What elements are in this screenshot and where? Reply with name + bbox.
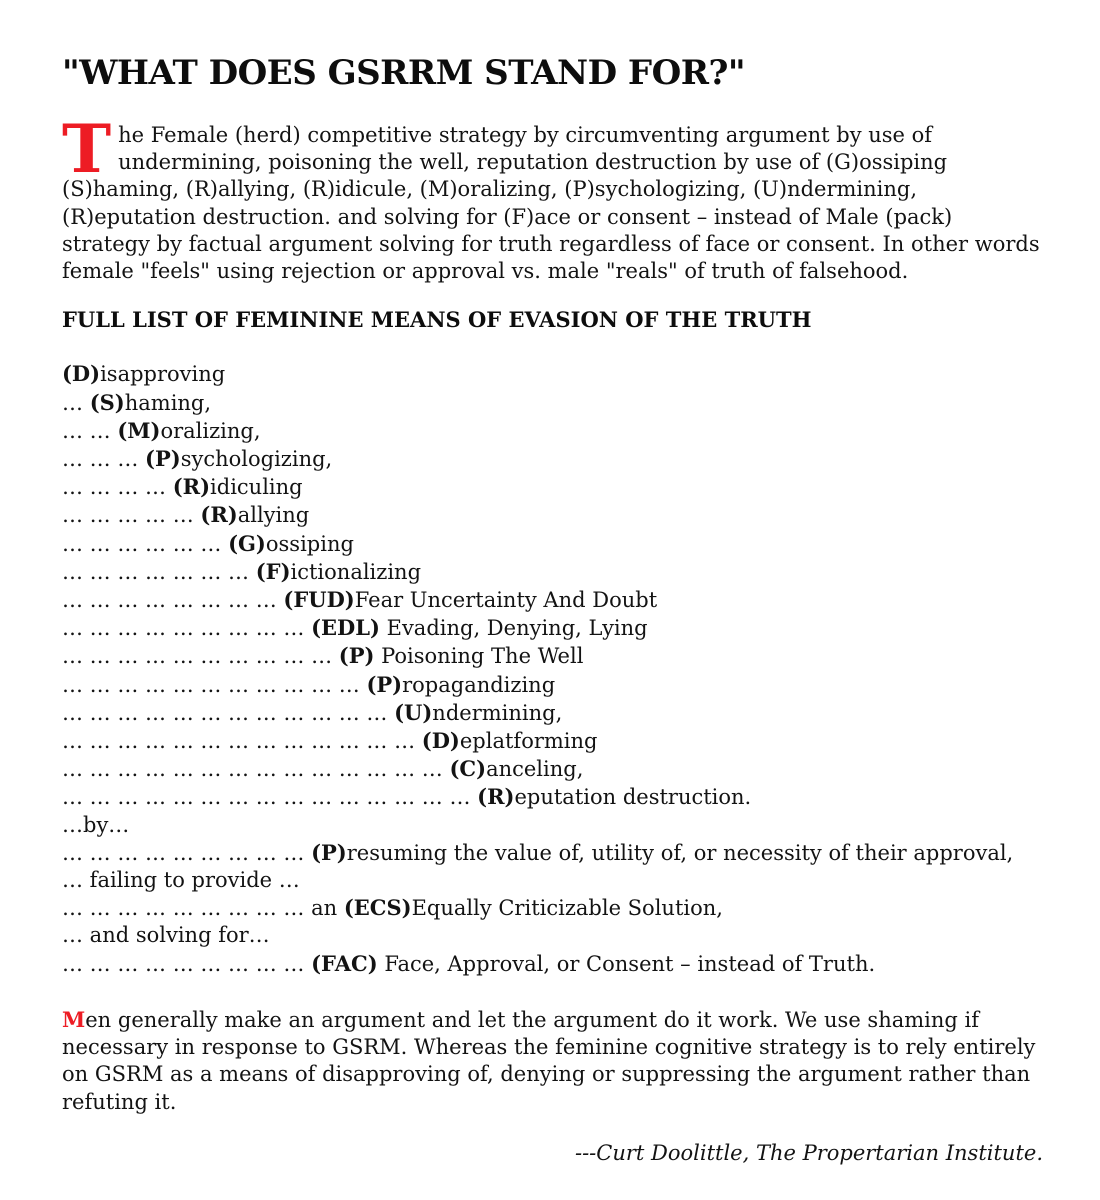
list-item (62, 755, 1043, 783)
intro-paragraph (62, 110, 1043, 285)
list-item-tag: (S) (89, 389, 125, 415)
list-item-tag: (G) (228, 530, 266, 556)
list-item-prefix: … … … … … … (62, 531, 229, 556)
list-item (62, 671, 1043, 699)
list-item-prefix: … … … … … … … … … … (62, 644, 339, 669)
list-item (62, 445, 1043, 473)
list-item (62, 894, 1043, 922)
list-item (62, 727, 1043, 755)
list-item (62, 950, 1043, 978)
list-item (62, 614, 1043, 642)
list-item-prefix: … … … … … … … … … an (62, 896, 344, 921)
list-item-text: isapproving (100, 362, 226, 387)
list-item (62, 360, 1043, 388)
list-item-prefix: … … … … … … … (62, 559, 256, 584)
page-title: "WHAT DOES GSRRM STAND FOR?" (62, 53, 746, 93)
list-item-prefix: … failing to provide … (62, 868, 300, 893)
list-item (62, 501, 1043, 529)
list-item (62, 417, 1043, 445)
list-item-text: resuming the value of, utility of, or necessity of their approval, (346, 840, 1014, 865)
list-item-text: Evading, Denying, Lying (379, 616, 648, 641)
lead-letter: M (62, 1006, 86, 1032)
list-item-prefix: …by… (62, 812, 130, 837)
list-item-prefix: … … … … … … … … … … … (62, 672, 367, 697)
list-item-prefix: … … … … … … … … (62, 588, 284, 613)
drop-cap-letter: T (62, 110, 112, 188)
list-item (62, 867, 1043, 894)
list-item-prefix: … … (62, 418, 118, 443)
list-item-tag: (R) (172, 474, 211, 500)
list-item-prefix: … … … … … … … … … … … … … … … (62, 785, 478, 810)
list-item-tag: (P) (311, 839, 347, 865)
list-item-prefix: … … … … (62, 475, 173, 500)
list-item-tag: (F) (255, 558, 291, 584)
list-item-tag: (ECS) (343, 895, 412, 921)
list-item-text: Equally Criticizable Solution, (411, 896, 723, 921)
list-item-text: ictionalizing (290, 559, 422, 584)
list-item-prefix: … … … … … … … … … (62, 616, 312, 641)
list-item-tag: (D) (62, 361, 101, 387)
list-item-tag: (M) (117, 417, 161, 443)
list-item-text: ndermining, (432, 700, 563, 725)
list-item-prefix: … … … … … … … … … (62, 840, 312, 865)
list-item-tag: (FAC) (311, 950, 378, 976)
list-item-tag: (D) (421, 728, 460, 754)
list-item-text: eputation destruction. (514, 785, 752, 810)
list-heading: FULL LIST OF FEMININE MEANS OF EVASION OF THE TRUTH (62, 307, 812, 333)
list-item (62, 473, 1043, 501)
list-item-tag: (R) (477, 784, 515, 810)
list-item (62, 642, 1043, 670)
list-item (62, 812, 1043, 839)
list-item-tag: (P) (338, 643, 375, 669)
list-item-prefix: … … … … … (62, 503, 201, 528)
list-item-prefix: … … … … … … … … … (62, 951, 312, 976)
list-item (62, 558, 1043, 586)
list-item-text: eplatforming (459, 729, 598, 754)
list-item-tag: (EDL) (311, 615, 380, 641)
list-item-tag: (P) (145, 446, 181, 472)
list-item (62, 699, 1043, 727)
list-item-tag: (R) (200, 502, 238, 528)
attribution: ---Curt Doolittle, The Propertarian Institute. (574, 1140, 1043, 1165)
list-item (62, 783, 1043, 811)
list-item-prefix: … and solving for… (62, 923, 270, 948)
list-item-text: oralizing, (160, 418, 261, 443)
list-item-text: sychologizing, (180, 447, 333, 472)
closing-paragraph (62, 1006, 1043, 1116)
list-item-text: ropagandizing (402, 672, 556, 697)
list-item-text: Fear Uncertainty And Doubt (354, 588, 658, 613)
list-item-prefix: … … … … … … … … … … … … (62, 700, 395, 725)
list-item (62, 389, 1043, 417)
list-item (62, 586, 1043, 614)
evasion-list (62, 360, 1043, 977)
list-item-prefix: … … … (62, 447, 146, 472)
list-item-text: idiculing (210, 475, 303, 500)
list-item (62, 839, 1043, 867)
list-item-text: haming, (124, 390, 212, 415)
list-item-prefix: … (62, 390, 90, 415)
list-item (62, 922, 1043, 949)
list-item-text: Face, Approval, or Consent – instead of Truth. (377, 951, 876, 976)
list-item-tag: (U) (394, 699, 433, 725)
list-item (62, 530, 1043, 558)
intro-text: he Female (herd) competitive strategy by circumventing argument by use of undermining, poisoning the well, reputation destruction by use of (G)ossiping (S)haming, (R)allying, (R)idicule, (M)oralizing, (P)sychologizing, (U)ndermining, (R)eputation destruction. and solving for (F)ace or consent – instead of Male (pack) strategy by factual argument solving for truth regardless of face or consent. In other words female "feels" using rejection or approval vs. male "reals" of truth of falsehood. (62, 123, 1040, 284)
list-item-tag: (C) (449, 756, 487, 782)
list-item-text: anceling, (486, 757, 584, 782)
list-item-prefix: … … … … … … … … … … … … … (62, 729, 422, 754)
list-item-tag: (P) (366, 671, 403, 697)
list-item-text: allying (237, 503, 310, 528)
list-item-tag: (FUD) (283, 587, 355, 613)
closing-text: en generally make an argument and let the argument do it work. We use shaming if necessary in response to GSRM. Whereas the feminine cognitive strategy is to rely entirely on GSRM as a means of disapproving of, denying or suppressing the argument rather than refuting it. (62, 1007, 1036, 1114)
list-item-text: ossiping (265, 531, 354, 556)
list-item-text: Poisoning The Well (374, 644, 584, 669)
list-item-prefix: … … … … … … … … … … … … … … (62, 757, 450, 782)
